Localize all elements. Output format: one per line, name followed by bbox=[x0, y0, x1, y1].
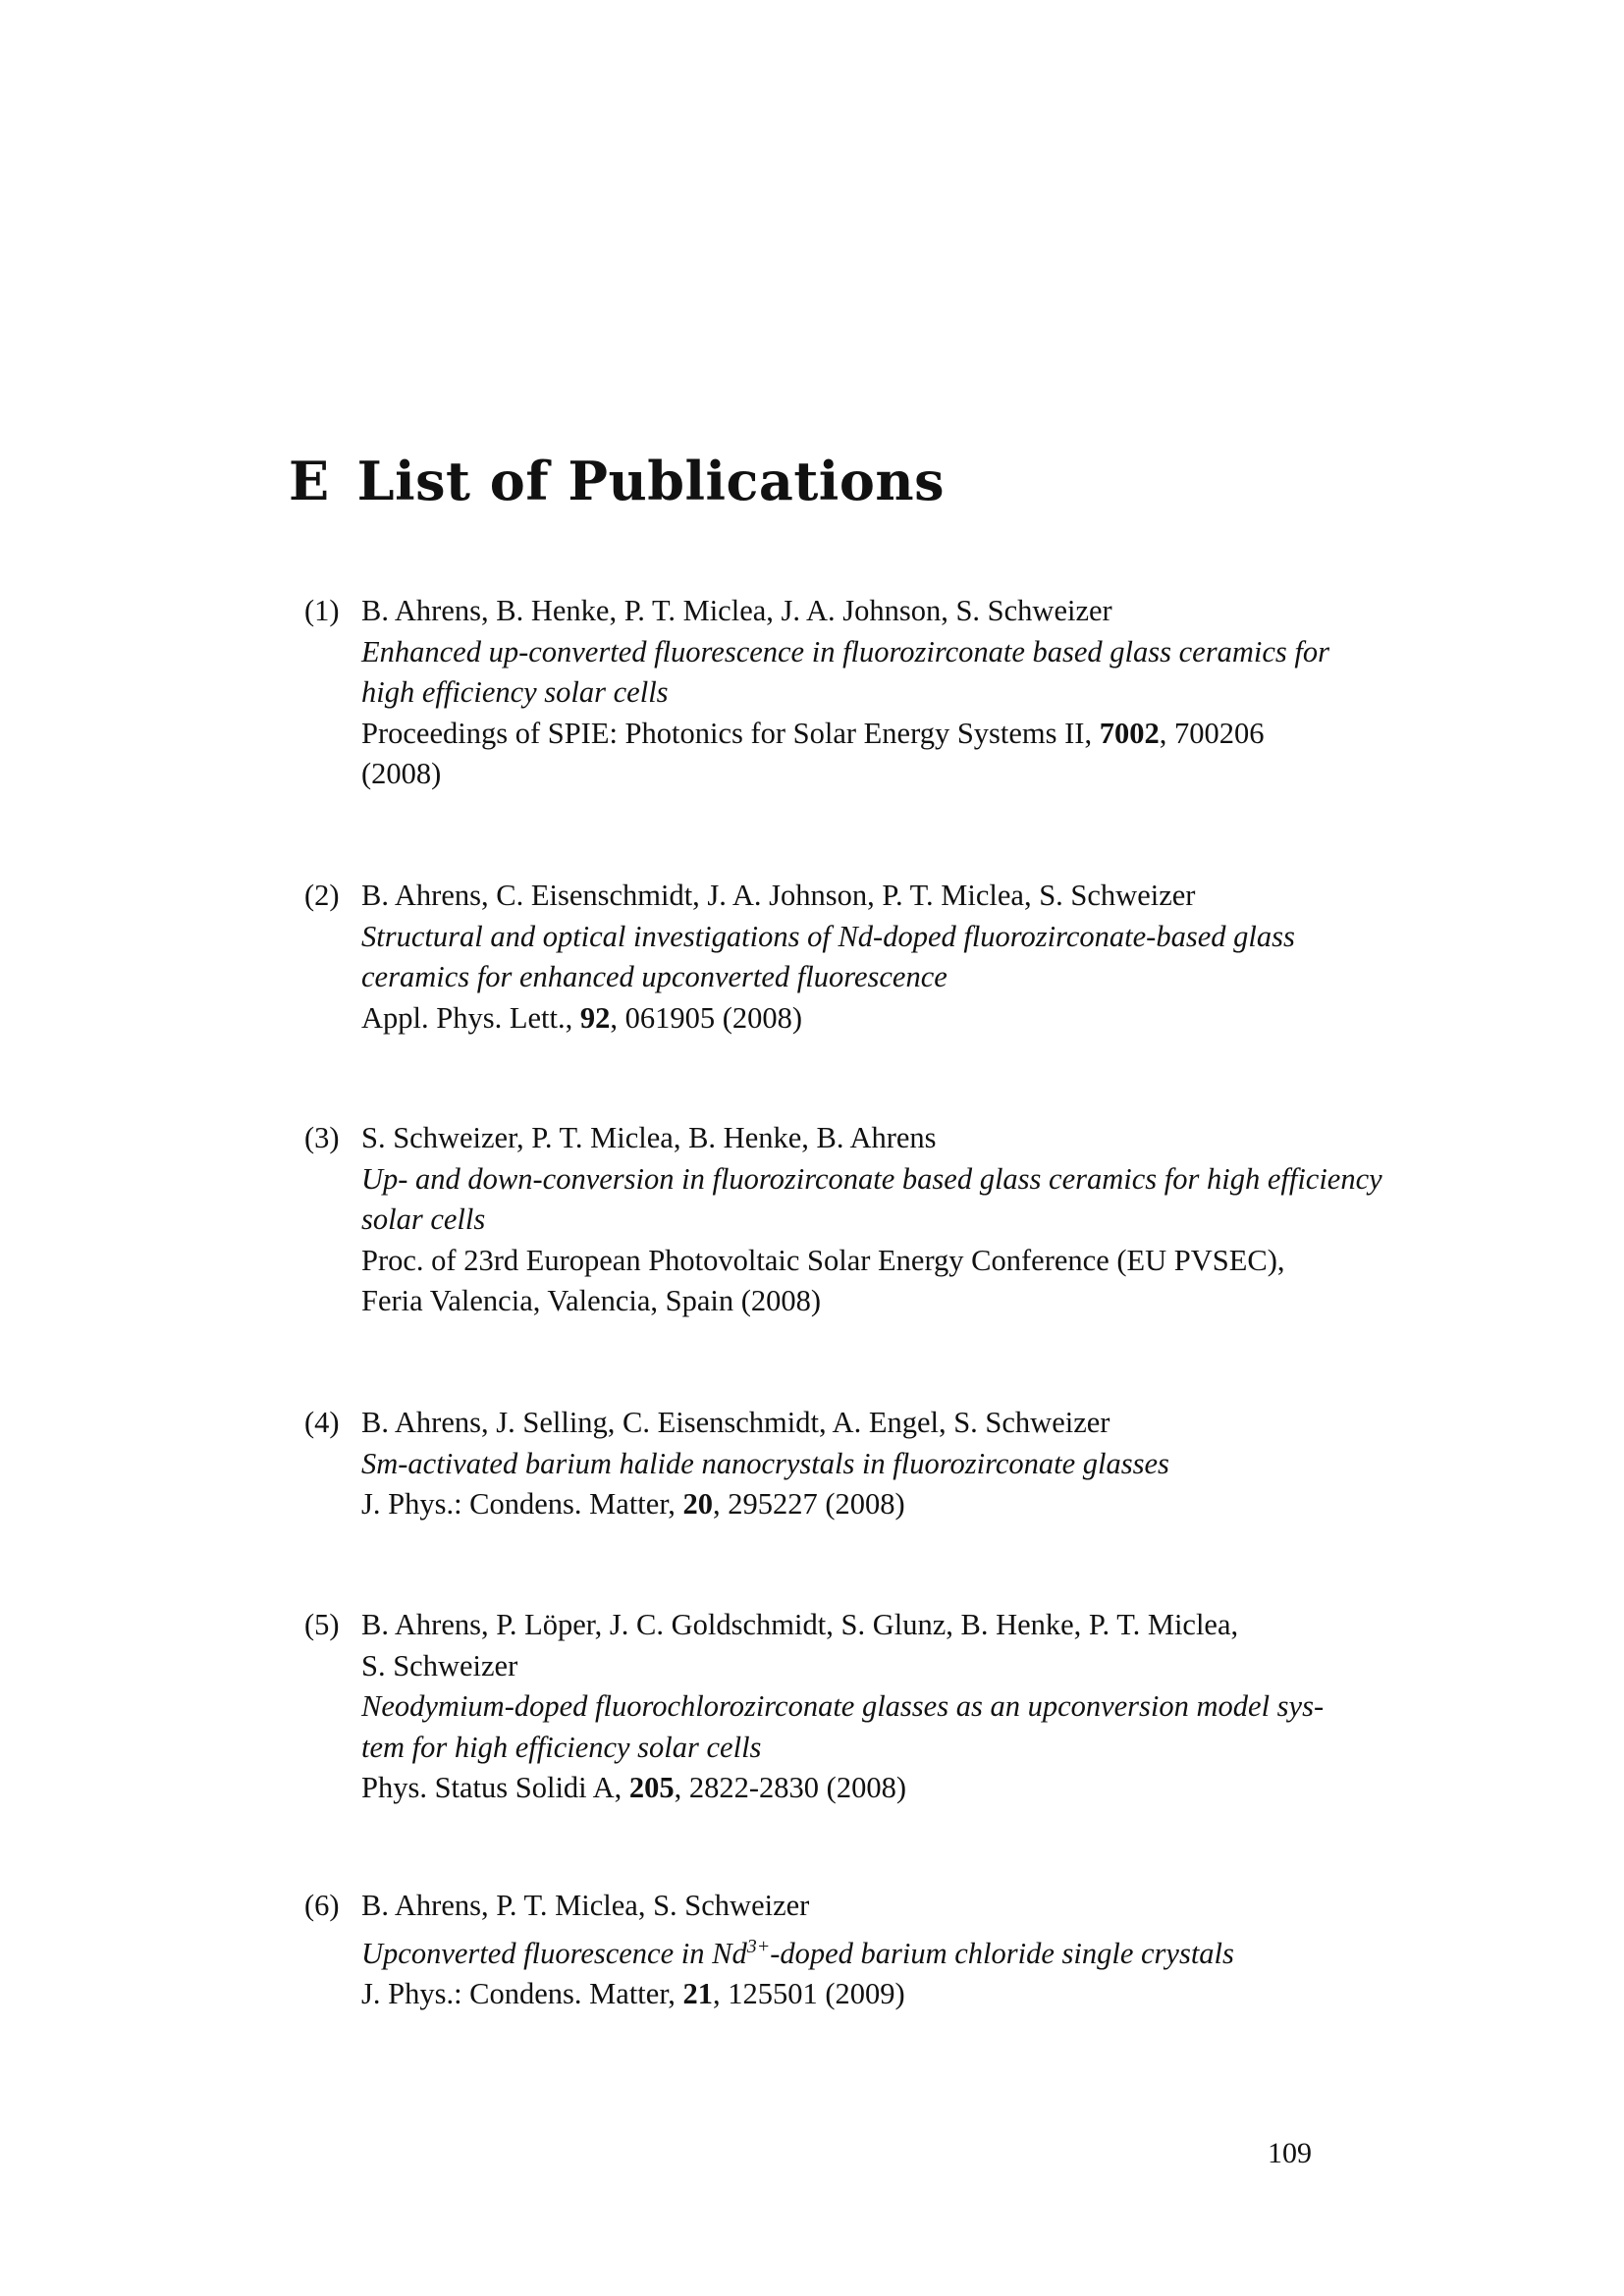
publication-authors: B. Ahrens, P. T. Miclea, S. Schweizer bbox=[361, 1889, 810, 1922]
publication-authors: B. Ahrens, B. Henke, P. T. Miclea, J. A. Johnson, S. Schweizer bbox=[361, 594, 1112, 627]
publication-item bbox=[304, 1403, 1355, 1525]
publication-venue: J. Phys.: Condens. Matter, 20, 295227 (2008) bbox=[361, 1487, 905, 1521]
publication-number: (1) bbox=[304, 594, 340, 627]
publication-authors: B. Ahrens, P. Löper, J. C. Goldschmidt, S. Glunz, B. Henke, P. T. Miclea, bbox=[361, 1608, 1239, 1641]
chapter-heading: List of Publications bbox=[356, 450, 946, 512]
publication-venue: J. Phys.: Condens. Matter, 21, 125501 (2009) bbox=[361, 1977, 905, 2011]
publication-title: Up- and down-conversion in fluorozirconate based glass ceramics for high efficiency solar cells bbox=[361, 1161, 1382, 1236]
page-number: 109 bbox=[1268, 2137, 1312, 2169]
publication-venue: Proc. of 23rd European Photovoltaic Solar Energy Conference (EU PVSEC), Feria Valencia, Valencia, Spain (2008) bbox=[361, 1243, 1285, 1317]
publication-venue: Proceedings of SPIE: Photonics for Solar Energy Systems II, 7002, 700206 (2008) bbox=[361, 716, 1265, 790]
publication-authors: B. Ahrens, C. Eisenschmidt, J. A. Johnson, P. T. Miclea, S. Schweizer bbox=[361, 879, 1196, 912]
publication-title: Enhanced up-converted fluorescence in fluorozirconate based glass ceramics for high efficiency solar cells bbox=[361, 634, 1329, 709]
publication-number: (2) bbox=[304, 879, 340, 912]
publication-number: (6) bbox=[304, 1889, 340, 1922]
chapter-letter: E bbox=[289, 450, 330, 512]
publication-item bbox=[304, 1605, 1355, 1809]
publication-item bbox=[304, 1886, 1355, 2015]
publication-authors: S. Schweizer, P. T. Miclea, B. Henke, B. Ahrens bbox=[361, 1121, 937, 1154]
publication-item bbox=[304, 876, 1355, 1039]
publication-title: Sm-activated barium halide nanocrystals in fluorozirconate glasses bbox=[361, 1446, 1169, 1480]
publication-number: (4) bbox=[304, 1406, 340, 1439]
publication-venue: Phys. Status Solidi A, 205, 2822-2830 (2008) bbox=[361, 1771, 906, 1804]
publication-title: Structural and optical investigations of Nd-doped fluorozirconate-based glass ceramics for enhanced upconverted fluorescence bbox=[361, 919, 1295, 993]
chapter-title bbox=[289, 450, 945, 512]
publication-title: Upconverted fluorescence in $Nd^{3+}$-doped barium chloride single crystals bbox=[361, 1935, 1234, 1970]
publication-item bbox=[304, 591, 1355, 795]
publication-authors-cont: S. Schweizer bbox=[361, 1648, 518, 1682]
publication-number: (3) bbox=[304, 1121, 340, 1154]
publication-authors: B. Ahrens, J. Selling, C. Eisenschmidt, A. Engel, S. Schweizer bbox=[361, 1406, 1110, 1439]
publication-title: Neodymium-doped fluorochlorozirconate glasses as an upconversion model sys- tem for high efficiency solar cells bbox=[361, 1689, 1325, 1764]
publication-venue: Appl. Phys. Lett., 92, 061905 (2008) bbox=[361, 1000, 803, 1035]
publication-item bbox=[304, 1118, 1382, 1322]
publication-number: (5) bbox=[304, 1608, 340, 1641]
